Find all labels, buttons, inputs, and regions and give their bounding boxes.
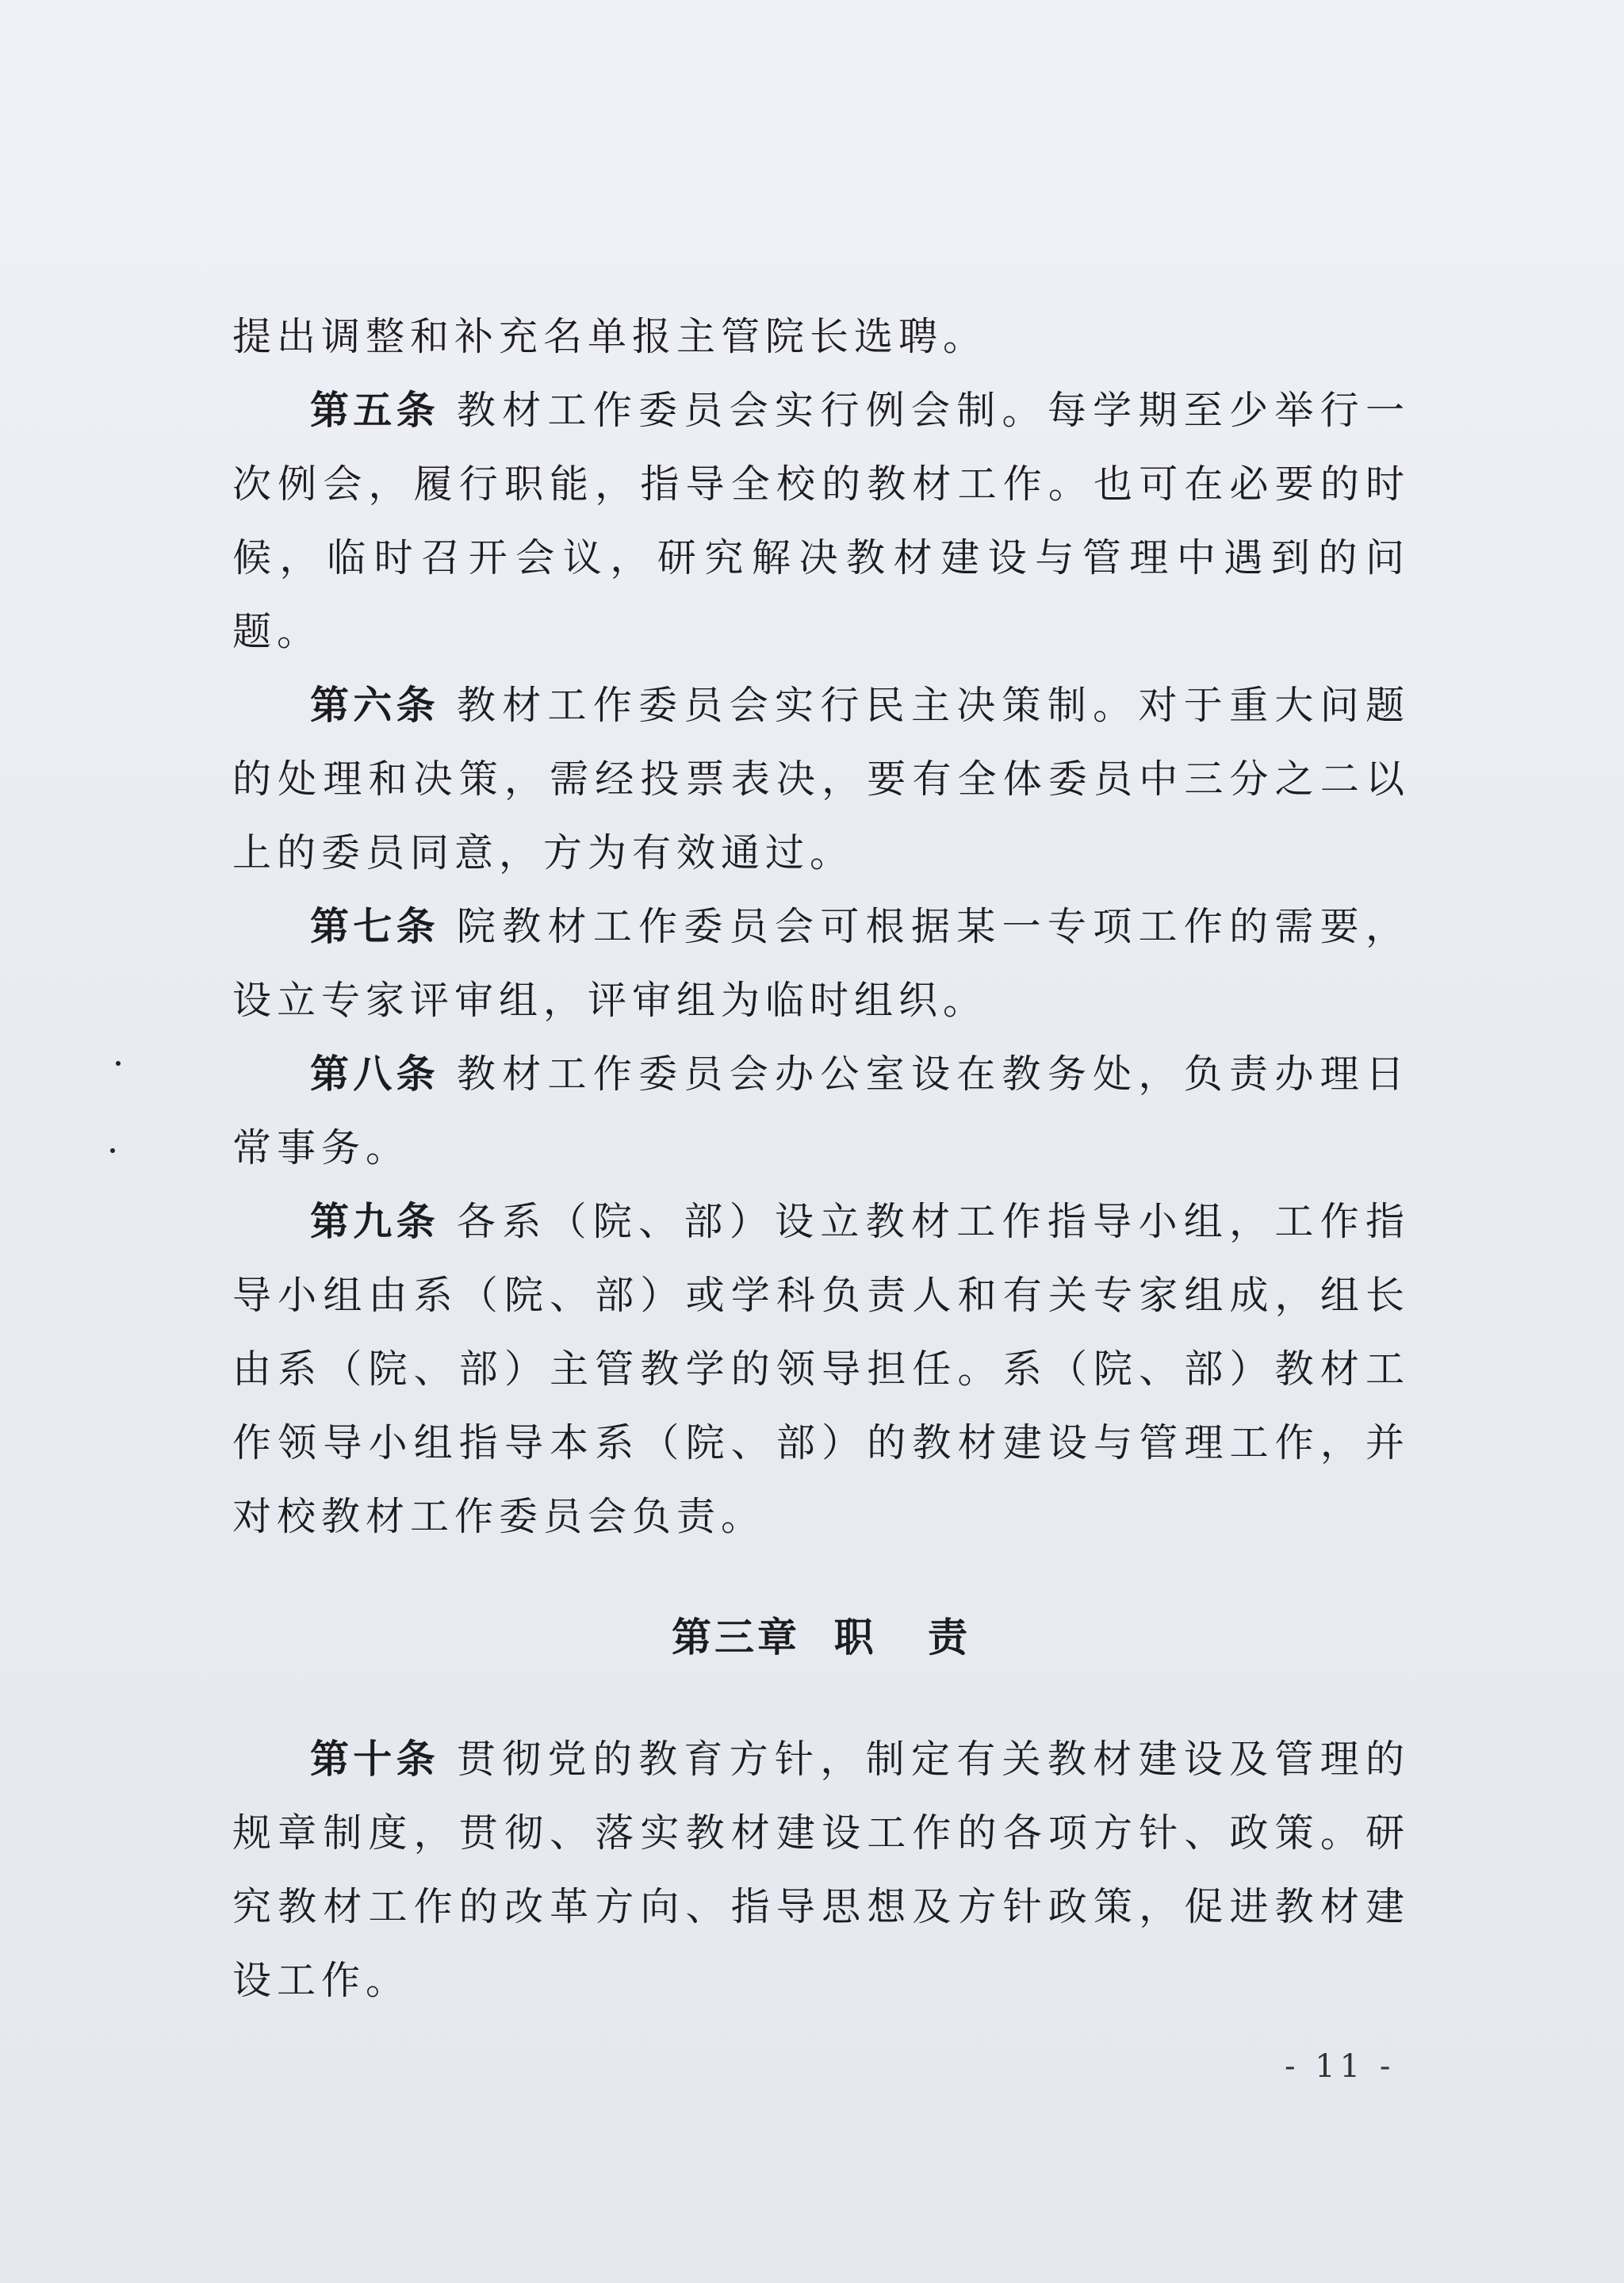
paragraph-text: 各系（院、部）设立教材工作指导小组，工作指导小组由系（院、部）或学科负责人和有关专家组成，组长由系（院、部）主管教学的领导担任。系（院、部）教材工作领导小组指导本系（院、部）的教材建设与管理工作，并对校教材工作委员会负责。 bbox=[232, 1199, 1410, 1539]
paragraph-text: 教材工作委员会实行例会制。每学期至少举行一次例会，履行职能，指导全校的教材工作。也可在必要的时候，临时召开会议，研究解决教材建设与管理中遇到的问题。 bbox=[232, 388, 1410, 654]
chapter-title: 第三章 职 责 bbox=[671, 1615, 971, 1661]
article-paragraph bbox=[232, 373, 1410, 668]
paragraph-text: 教材工作委员会实行民主决策制。对于重大问题的处理和决策，需经投票表决，要有全体委员中三分之二以上的委员同意，方为有效通过。 bbox=[232, 683, 1410, 875]
article-paragraph bbox=[232, 890, 1410, 1037]
paragraph bbox=[232, 300, 1410, 373]
paragraph-text: 院教材工作委员会可根据某一专项工作的需要，设立专家评审组，评审组为临时组织。 bbox=[232, 904, 1410, 1023]
margin-mark bbox=[116, 1061, 121, 1066]
article-paragraph bbox=[232, 1185, 1410, 1553]
margin-mark bbox=[110, 1148, 115, 1153]
article-paragraph bbox=[232, 1037, 1410, 1185]
article-number: 第九条 bbox=[310, 1199, 439, 1244]
article-number: 第五条 bbox=[310, 388, 439, 433]
article-paragraph bbox=[232, 668, 1410, 890]
body-text bbox=[232, 300, 1410, 2017]
paragraph-text: 教材工作委员会办公室设在教务处，负责办理日常事务。 bbox=[232, 1051, 1410, 1170]
paragraph-text: 贯彻党的教育方针，制定有关教材建设及管理的规章制度，贯彻、落实教材建设工作的各项方针、政策。研究教材工作的改革方向、指导思想及方针政策，促进教材建设工作。 bbox=[232, 1737, 1410, 2003]
article-number: 第十条 bbox=[310, 1737, 439, 1782]
article-number: 第七条 bbox=[310, 904, 439, 949]
article-number: 第六条 bbox=[310, 683, 439, 728]
page-number: - 11 - bbox=[1285, 2048, 1396, 2085]
article-paragraph bbox=[232, 1722, 1410, 2017]
paragraph-text: 提出调整和补充名单报主管院长选聘。 bbox=[232, 314, 988, 359]
article-number: 第八条 bbox=[310, 1051, 439, 1097]
